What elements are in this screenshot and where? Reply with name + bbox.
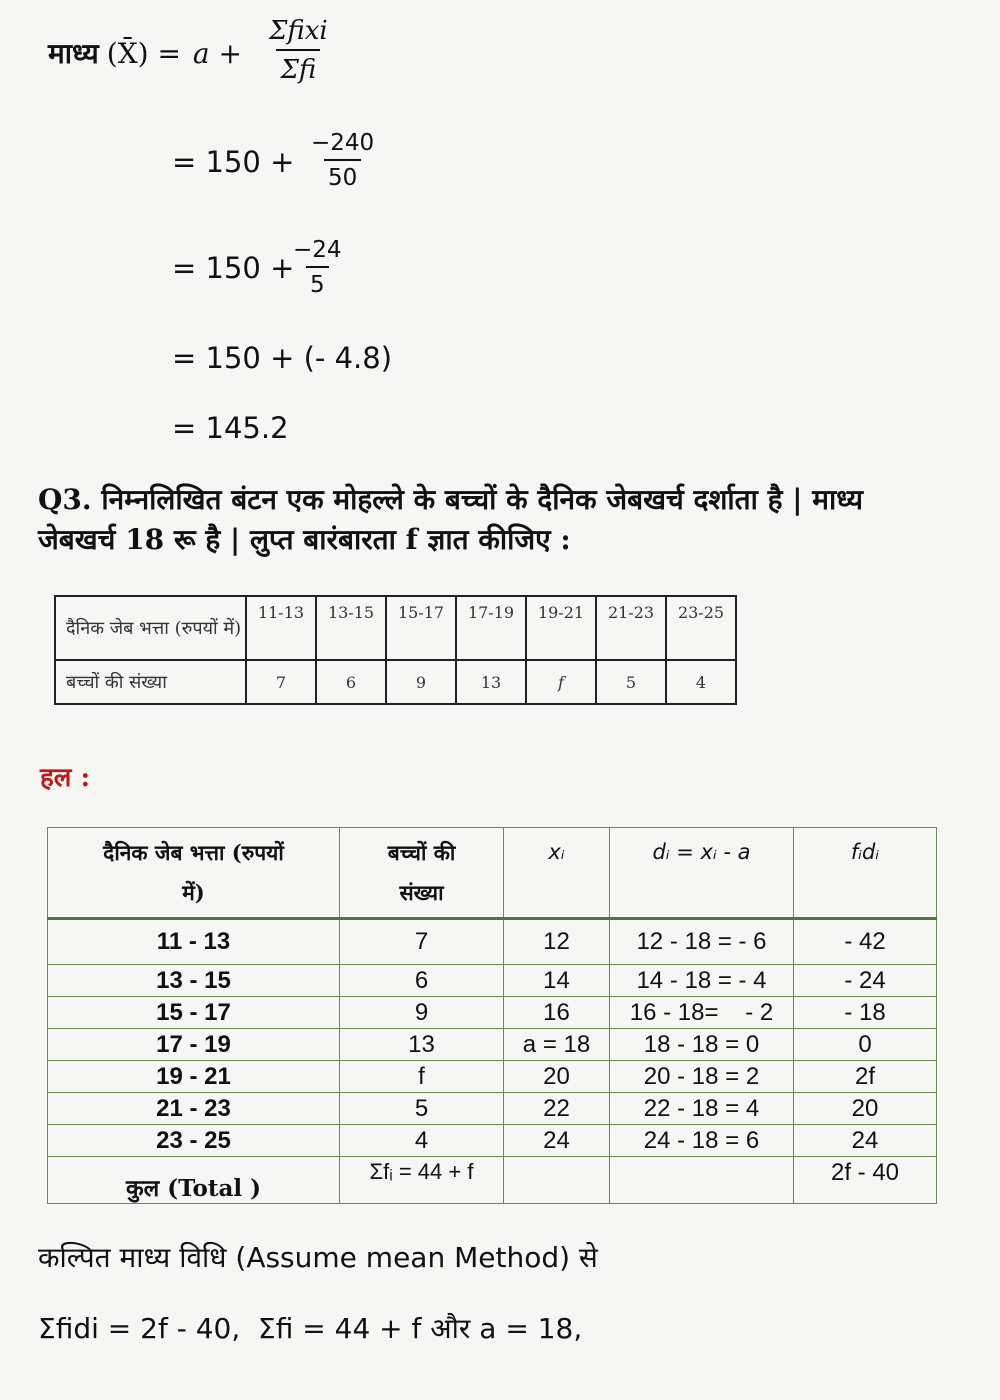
xi-cell: 20	[504, 1061, 610, 1093]
class-cell: 15 - 17	[48, 997, 340, 1029]
count-cell: f	[340, 1061, 504, 1093]
xi-cell: 16	[504, 997, 610, 1029]
fidi-cell: 24	[794, 1125, 937, 1157]
solution-header-row	[48, 828, 937, 919]
mean-denominator: Σfi	[276, 49, 320, 85]
total-xi-cell	[504, 1157, 610, 1204]
class-cell: 13 - 15	[48, 965, 340, 997]
fidi-cell: 20	[794, 1093, 937, 1125]
sum-fidi-cell: 2f - 40	[794, 1157, 937, 1204]
assumed-mean-term: a +	[192, 36, 242, 70]
given-class: 21-23	[596, 596, 666, 660]
question-3	[38, 480, 968, 560]
step-1-prefix: = 150 +	[172, 145, 295, 179]
di-cell: 14 - 18 = - 4	[610, 965, 794, 997]
total-row	[48, 1157, 937, 1204]
fidi-cell: - 42	[794, 919, 937, 965]
solution-table	[47, 827, 937, 1204]
step-2-denominator: 5	[306, 266, 329, 298]
header-fidi: fᵢdᵢ	[794, 828, 937, 919]
header-xi: xᵢ	[504, 828, 610, 919]
table-row	[48, 919, 937, 965]
table-row	[48, 965, 937, 997]
question-line-1: Q3. निम्नलिखित बंटन एक मोहल्ले के बच्चों के दैनिक जेबखर्च दर्शाता है | माध्य	[38, 483, 863, 516]
values-line: Σfidi = 2f - 40, Σfi = 44 + f और a = 18,	[38, 1312, 583, 1345]
xi-cell: 12	[504, 919, 610, 965]
given-row-classes	[55, 596, 736, 660]
header-di: dᵢ = xᵢ - a	[610, 828, 794, 919]
xi-cell: 22	[504, 1093, 610, 1125]
given-class: 17-19	[456, 596, 526, 660]
mean-formula	[48, 34, 242, 72]
xi-cell: 14	[504, 965, 610, 997]
table-row	[48, 1125, 937, 1157]
step-1-numerator: −240	[311, 130, 375, 156]
given-count: f	[526, 660, 596, 704]
fidi-cell: - 24	[794, 965, 937, 997]
given-class: 11-13	[246, 596, 316, 660]
mean-numerator: Σfixi	[269, 16, 328, 46]
class-cell: 23 - 25	[48, 1125, 340, 1157]
given-count: 13	[456, 660, 526, 704]
total-di-cell	[610, 1157, 794, 1204]
given-row-counts	[55, 660, 736, 704]
step-4-result: = 145.2	[172, 411, 289, 445]
fidi-cell: - 18	[794, 997, 937, 1029]
given-row-label: बच्चों की संख्या	[55, 660, 246, 704]
di-cell: 16 - 18= - 2	[610, 997, 794, 1029]
class-cell: 21 - 23	[48, 1093, 340, 1125]
step-1-denominator: 50	[324, 159, 361, 191]
given-class: 15-17	[386, 596, 456, 660]
class-cell: 11 - 13	[48, 919, 340, 965]
xi-cell: a = 18	[504, 1029, 610, 1061]
given-count: 6	[316, 660, 386, 704]
table-row	[48, 1093, 937, 1125]
given-class: 19-21	[526, 596, 596, 660]
given-row-label: दैनिक जेब भत्ता (रुपयों में)	[55, 596, 246, 660]
step-2-fraction	[289, 237, 346, 298]
given-count: 9	[386, 660, 456, 704]
method-line: कल्पित माध्य विधि (Assume mean Method) से	[38, 1241, 598, 1274]
step-3: = 150 + (- 4.8)	[172, 341, 393, 375]
table-row	[48, 997, 937, 1029]
total-label: कुल (Total )	[48, 1157, 340, 1204]
table-row	[48, 1029, 937, 1061]
mean-fraction	[265, 16, 332, 85]
count-cell: 13	[340, 1029, 504, 1061]
sum-fi-cell: Σfᵢ = 44 + f	[340, 1157, 504, 1204]
table-row	[48, 1061, 937, 1093]
di-cell: 22 - 18 = 4	[610, 1093, 794, 1125]
step-2-numerator: −24	[293, 237, 342, 263]
di-cell: 12 - 18 = - 6	[610, 919, 794, 965]
given-count: 7	[246, 660, 316, 704]
class-cell: 17 - 19	[48, 1029, 340, 1061]
given-class: 23-25	[666, 596, 736, 660]
fidi-cell: 0	[794, 1029, 937, 1061]
di-cell: 24 - 18 = 6	[610, 1125, 794, 1157]
count-cell: 5	[340, 1093, 504, 1125]
count-cell: 7	[340, 919, 504, 965]
header-count: बच्चों की संख्या	[340, 828, 504, 919]
mean-symbol: (X̄) =	[106, 36, 181, 70]
step-2-prefix: = 150 +	[172, 251, 295, 285]
di-cell: 18 - 18 = 0	[610, 1029, 794, 1061]
given-class: 13-15	[316, 596, 386, 660]
given-distribution-table	[54, 595, 737, 705]
given-count: 5	[596, 660, 666, 704]
class-cell: 19 - 21	[48, 1061, 340, 1093]
xi-cell: 24	[504, 1125, 610, 1157]
step-1-fraction	[307, 130, 378, 191]
count-cell: 9	[340, 997, 504, 1029]
di-cell: 20 - 18 = 2	[610, 1061, 794, 1093]
count-cell: 4	[340, 1125, 504, 1157]
question-line-2: जेबखर्च 18 रू है | लुप्त बारंबारता f ज्ञात कीजिए :	[38, 523, 571, 556]
given-count: 4	[666, 660, 736, 704]
count-cell: 6	[340, 965, 504, 997]
mean-label: माध्य	[48, 37, 99, 70]
solution-label: हल :	[40, 763, 91, 793]
fidi-cell: 2f	[794, 1061, 937, 1093]
header-class: दैनिक जेब भत्ता (रुपयों में)	[48, 828, 340, 919]
